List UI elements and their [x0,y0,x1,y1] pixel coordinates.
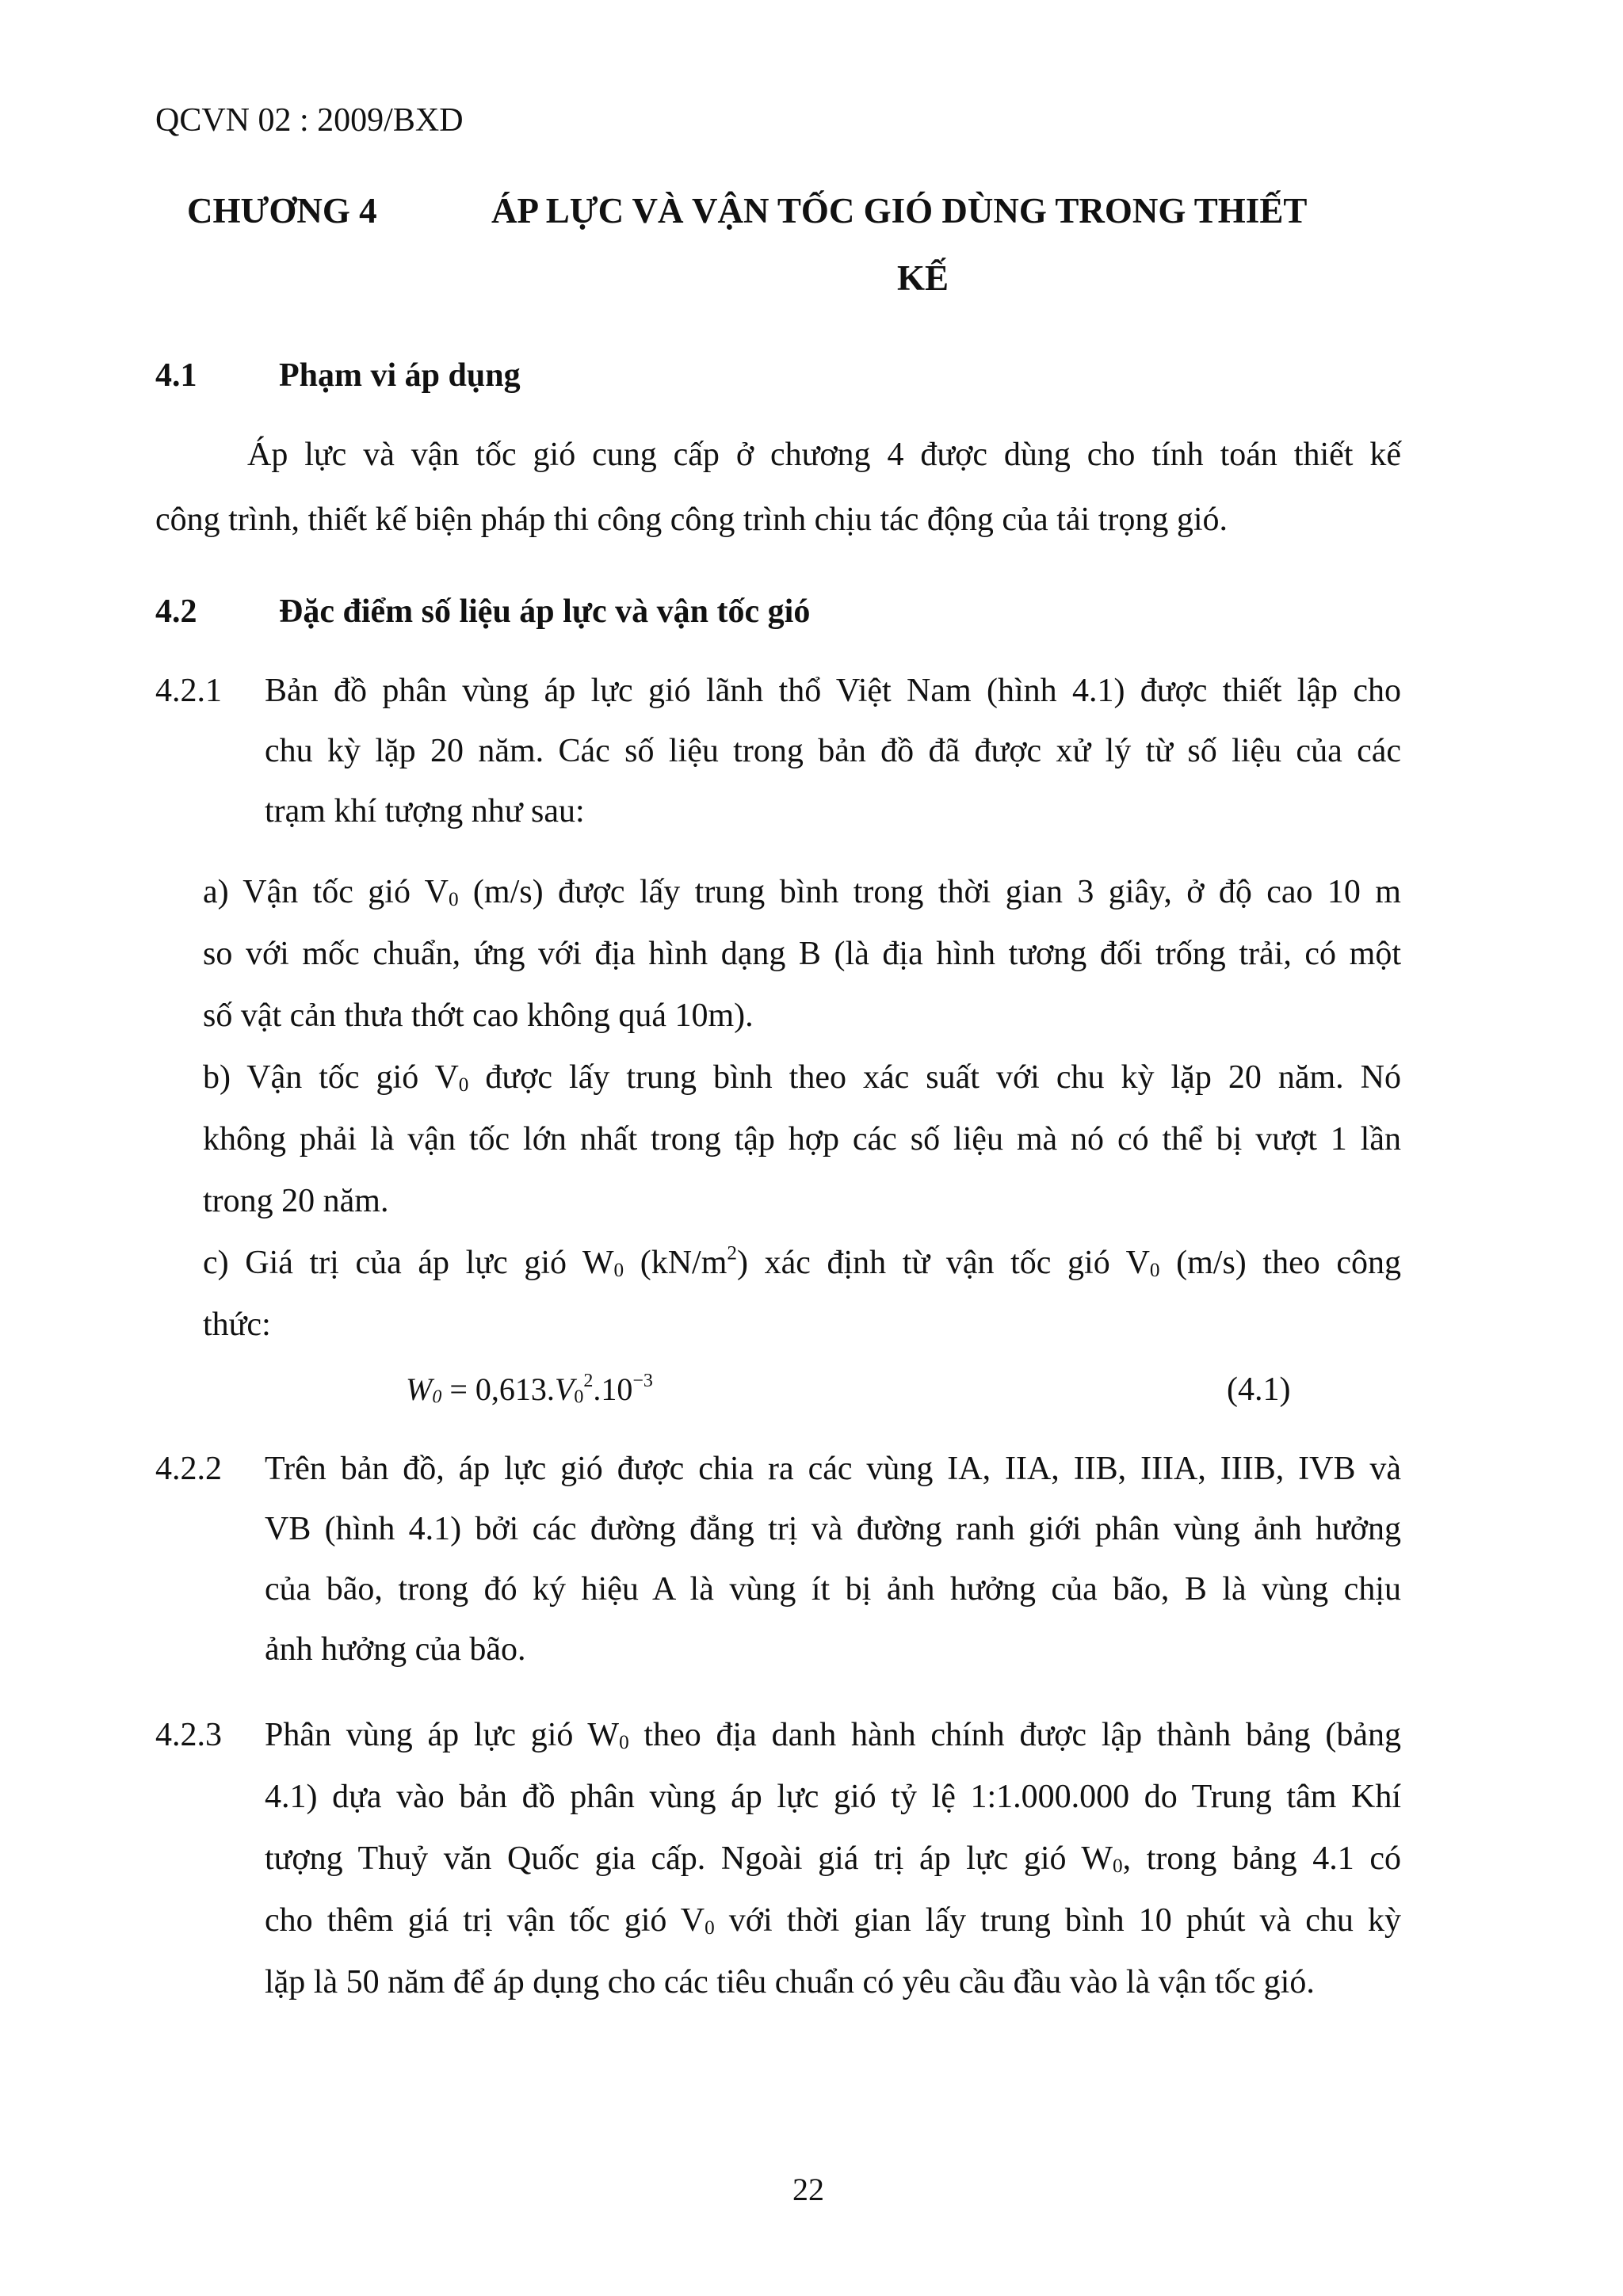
clause-4-2-3-line-5: lặp là 50 năm để áp dụng cho các tiêu chuẩn có yêu cầu đầu vào là vận tốc gió. [265,1964,1315,2000]
clause-4-2-2-line-2: VB (hình 4.1) bởi các đường đẳng trị và đường ranh giới phân vùng ảnh hưởng [265,1511,1401,1547]
clause-4-2-2-line-4: ảnh hưởng của bão. [265,1631,526,1668]
clause-4-2-2-line-3: của bão, trong đó ký hiệu A là vùng ít bị ảnh hưởng của bão, B là vùng chịu [265,1571,1401,1608]
clause-4-2-3-number: 4.2.3 [155,1717,222,1753]
clause-4-2-2-line-1: Trên bản đồ, áp lực gió được chia ra các vùng IA, IIA, IIB, IIIA, IIIB, IVB và [265,1451,1401,1487]
chapter-title-line-1: ÁP LỰC VÀ VẬN TỐC GIÓ DÙNG TRONG THIẾT [491,191,1308,231]
clause-4-2-3-line-3: tượng Thuỷ văn Quốc gia cấp. Ngoài giá trị áp lực gió $W_0$, trong bảng 4.1 có [265,1840,1401,1877]
section-4-1-paragraph-line-2: công trình, thiết kế biện pháp thi công công trình chịu tác động của tải trọng gió. [155,502,1228,538]
chapter-number: CHƯƠNG 4 [187,191,377,231]
chapter-title-line-2: KẾ [897,258,949,298]
item-b-line-1: b) Vận tốc gió $V_0$ được lấy trung bình theo xác suất với chu kỳ lặp 20 năm. Nó [203,1059,1401,1096]
document-code-header: QCVN 02 : 2009/BXD [155,102,464,139]
section-4-1-number: 4.1 [155,357,197,394]
formula-label: (4.1) [1227,1371,1291,1408]
item-a-line-3: số vật cản thưa thớt cao không quá 10m). [203,997,754,1034]
page-number: 22 [792,2172,824,2207]
clause-4-2-1-number: 4.2.1 [155,673,222,709]
formula-4-1: $W_0 = 0,613.V_0^2.10^{-3}$ [406,1371,653,1408]
clause-4-2-3-line-2: 4.1) dựa vào bản đồ phân vùng áp lực gió tỷ lệ 1:1.000.000 do Trung tâm Khí [265,1779,1401,1815]
clause-4-2-1-line-3: trạm khí tượng như sau: [265,793,585,830]
item-a-line-1: a) Vận tốc gió $V_0$ (m/s) được lấy trung bình trong thời gian 3 giây, ở độ cao 10 m [203,874,1401,910]
clause-4-2-3-line-1: Phân vùng áp lực gió $W_0$ theo địa danh hành chính được lập thành bảng (bảng [265,1717,1401,1753]
section-4-2-title: Đặc điểm số liệu áp lực và vận tốc gió [279,593,811,630]
item-c-line-1: c) Giá trị của áp lực gió $W_0$ $(kN/m^2)$ xác định từ vận tốc gió $V_0$ (m/s) theo công [203,1242,1401,1281]
clause-4-2-1-line-1: Bản đồ phân vùng áp lực gió lãnh thổ Việt Nam (hình 4.1) được thiết lập cho [265,673,1401,709]
section-4-1-title: Phạm vi áp dụng [279,357,521,394]
clause-4-2-3-line-4: cho thêm giá trị vận tốc gió $V_0$ với thời gian lấy trung bình 10 phút và chu kỳ [265,1902,1402,1939]
section-4-1-paragraph-line-1: Áp lực và vận tốc gió cung cấp ở chương 4 được dùng cho tính toán thiết kế [247,437,1401,473]
item-b-line-2: không phải là vận tốc lớn nhất trong tập hợp các số liệu mà nó có thể bị vượt 1 lần [203,1121,1401,1158]
section-4-2-number: 4.2 [155,593,197,630]
clause-4-2-1-line-2: chu kỳ lặp 20 năm. Các số liệu trong bản đồ đã được xử lý từ số liệu của các [265,733,1401,769]
item-b-line-3: trong 20 năm. [203,1183,389,1219]
clause-4-2-2-number: 4.2.2 [155,1451,222,1487]
item-c-line-2: thức: [203,1306,271,1343]
item-a-line-2: so với mốc chuẩn, ứng với địa hình dạng B (là địa hình tương đối trống trải, có một [203,936,1401,972]
